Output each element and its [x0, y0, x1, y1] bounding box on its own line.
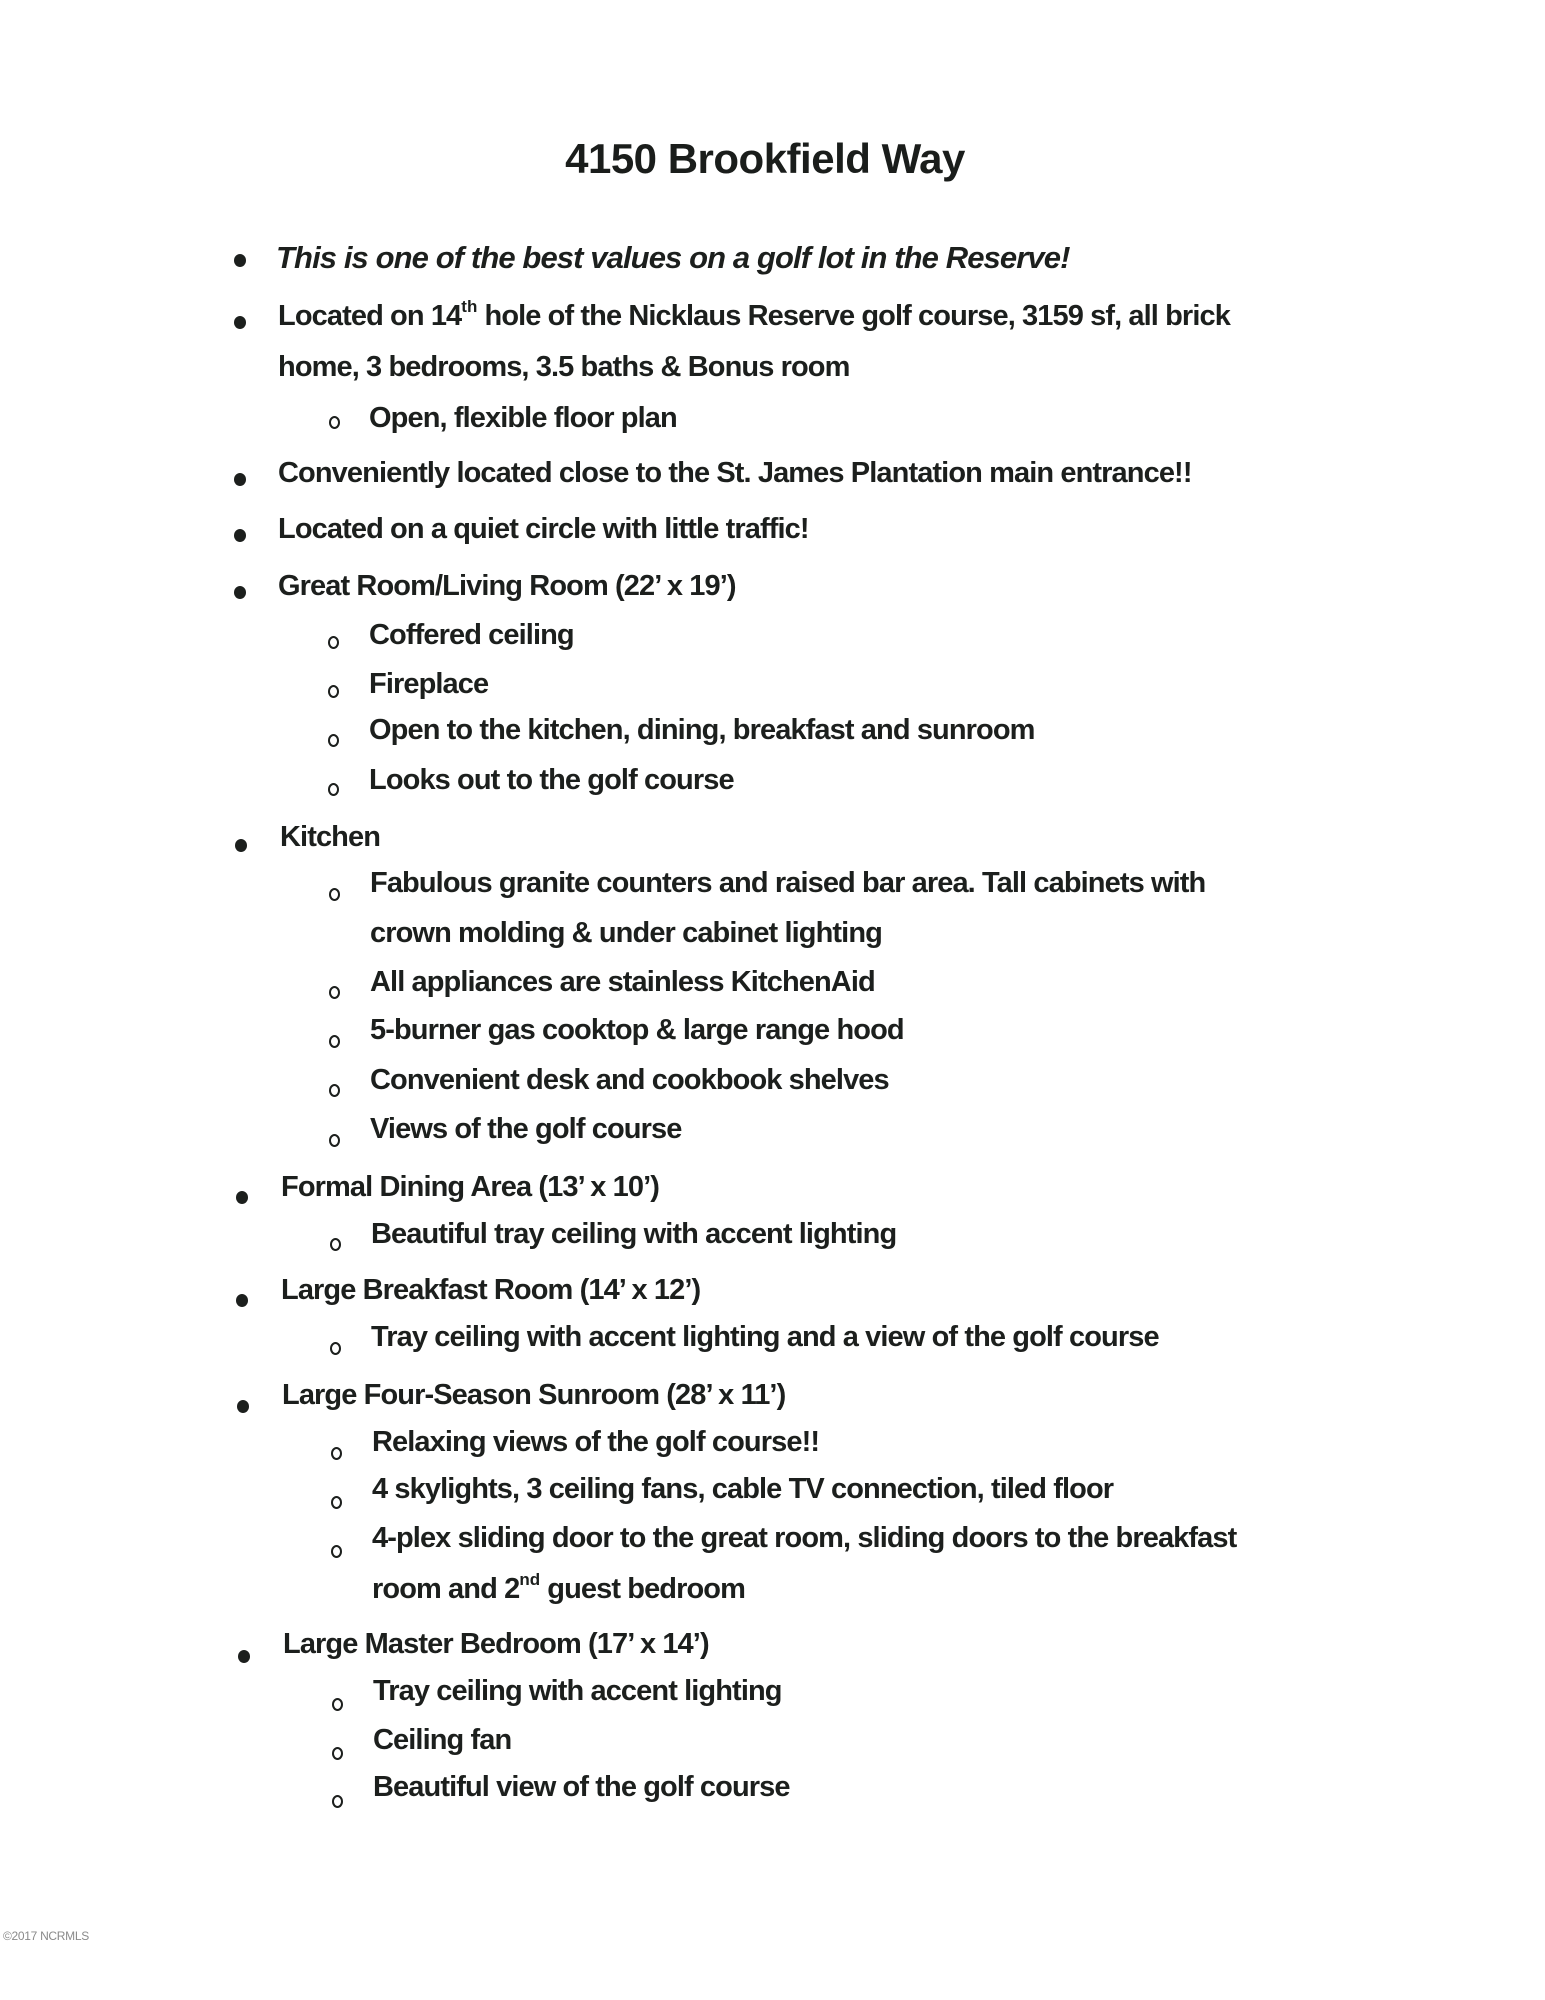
sub-list-item: All appliances are stainless KitchenAid [370, 966, 875, 998]
sub-list-item-text: guest bedroom [540, 1573, 746, 1605]
list-item: Great Room/Living Room (22’ x 19’) [278, 570, 736, 602]
list-item [278, 297, 1230, 332]
sub-list-item: Fireplace [369, 668, 489, 700]
sub-list-item: Beautiful view of the golf course [373, 1771, 790, 1803]
bullet-icon [238, 1650, 250, 1663]
sub-list-item: Relaxing views of the golf course!! [372, 1426, 820, 1458]
list-item: Located on a quiet circle with little traffic! [278, 513, 809, 545]
sub-bullet-icon [329, 416, 340, 429]
bullet-icon [236, 1191, 248, 1204]
bullet-icon [234, 586, 246, 599]
list-item: Kitchen [280, 821, 381, 853]
sub-list-item: Looks out to the golf course [369, 764, 734, 796]
sub-bullet-icon [332, 1698, 343, 1711]
list-item: Large Breakfast Room (14’ x 12’) [281, 1274, 701, 1306]
sub-list-item-text: room and 2 [372, 1573, 520, 1605]
bullet-icon [237, 1400, 249, 1413]
sub-list-item: Fabulous granite counters and raised bar area. Tall cabinets with [370, 867, 1206, 899]
list-item-text: Located on 14 [278, 300, 462, 332]
bullet-icon [236, 1294, 248, 1307]
ordinal-suffix: nd [519, 1570, 541, 1589]
sub-bullet-icon [331, 1447, 342, 1460]
sub-list-item: Open to the kitchen, dining, breakfast and sunroom [369, 714, 1035, 746]
bullet-icon [234, 529, 246, 542]
sub-bullet-icon [329, 1134, 340, 1147]
sub-list-item: Open, flexible floor plan [369, 402, 677, 434]
sub-bullet-icon [331, 1545, 342, 1558]
sub-list-item: Ceiling fan [373, 1724, 512, 1756]
copyright-watermark: ©2017 NCRMLS [3, 1929, 89, 1943]
sub-bullet-icon [329, 1035, 340, 1048]
list-item-text: hole of the Nicklaus Reserve golf course, 3159 sf, all brick [477, 300, 1230, 332]
sub-list-item: Beautiful tray ceiling with accent lighting [371, 1218, 897, 1250]
sub-bullet-icon [328, 685, 339, 698]
sub-bullet-icon [332, 1747, 343, 1760]
sub-bullet-icon [331, 1496, 342, 1509]
sub-list-item: Tray ceiling with accent lighting [373, 1675, 782, 1707]
sub-list-item: 4-plex sliding door to the great room, sliding doors to the breakfast [372, 1522, 1237, 1554]
bullet-icon [234, 316, 246, 329]
sub-bullet-icon [329, 986, 340, 999]
sub-bullet-icon [328, 636, 339, 649]
sub-list-item: Convenient desk and cookbook shelves [370, 1064, 889, 1096]
list-item: This is one of the best values on a golf lot in the Reserve! [276, 240, 1070, 275]
sub-bullet-icon [332, 1795, 343, 1808]
sub-list-item: 5-burner gas cooktop & large range hood [370, 1014, 904, 1046]
bullet-icon [234, 254, 246, 267]
sub-bullet-icon [328, 783, 339, 796]
list-item: Large Four-Season Sunroom (28’ x 11’) [282, 1379, 786, 1411]
bullet-icon [235, 839, 247, 852]
sub-bullet-icon [330, 1342, 341, 1355]
list-item: Formal Dining Area (13’ x 10’) [281, 1171, 660, 1203]
sub-list-item-continuation [372, 1570, 746, 1605]
sub-list-item: Coffered ceiling [369, 619, 574, 651]
list-item: Large Master Bedroom (17’ x 14’) [283, 1628, 709, 1660]
list-item: Conveniently located close to the St. James Plantation main entrance!! [278, 457, 1192, 489]
sub-list-item: Views of the golf course [370, 1113, 682, 1145]
sub-bullet-icon [328, 734, 339, 747]
bullet-icon [234, 473, 246, 486]
sub-bullet-icon [329, 1084, 340, 1097]
sub-list-item-continuation: crown molding & under cabinet lighting [370, 917, 882, 949]
page-title: 4150 Brookfield Way [565, 135, 965, 182]
sub-bullet-icon [330, 1238, 341, 1251]
ordinal-suffix: th [461, 297, 478, 316]
list-item-continuation: home, 3 bedrooms, 3.5 baths & Bonus room [278, 351, 850, 383]
sub-bullet-icon [329, 888, 340, 901]
sub-list-item: 4 skylights, 3 ceiling fans, cable TV connection, tiled floor [372, 1473, 1114, 1505]
sub-list-item: Tray ceiling with accent lighting and a view of the golf course [371, 1321, 1159, 1353]
